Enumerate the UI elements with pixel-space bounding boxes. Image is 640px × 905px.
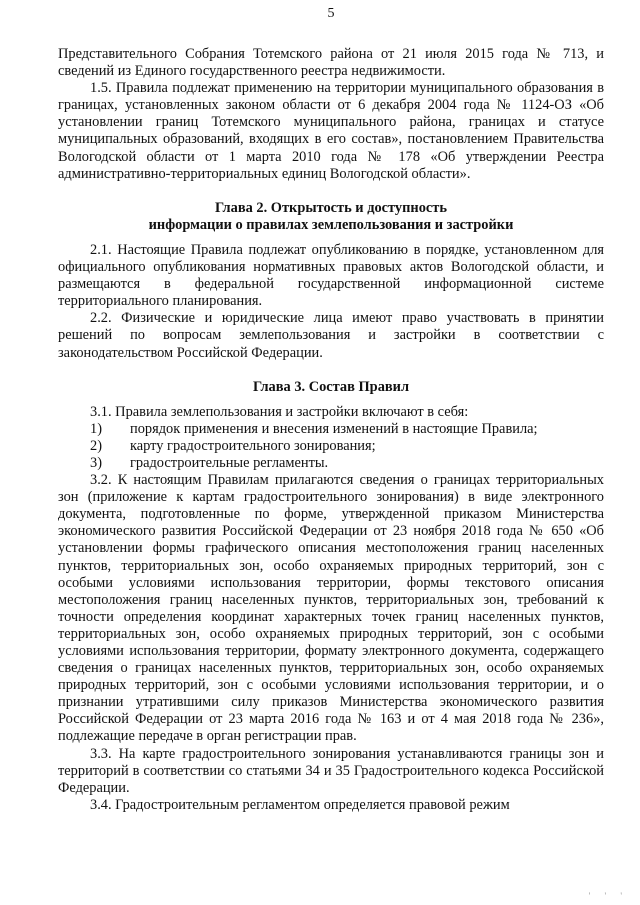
chapter-2-heading (58, 200, 604, 234)
list-item-text: порядок применения и внесения изменений в настоящие Правила; (130, 420, 538, 437)
list-item (58, 421, 604, 438)
document-body (58, 46, 604, 814)
paragraph-3-1: 3.1. Правила землепользования и застройки включают в себя: (90, 403, 469, 420)
list-item-number: 2) (90, 437, 102, 454)
paragraph-continuation: Представительного Собрания Тотемского района от 21 июля 2015 года № 713, и сведений из Единого государственного реестра недвижимости. (58, 46, 604, 80)
paragraph-2-2: 2.2. Физические и юридические лица имеют право участвовать в принятии решений по вопросам землепользования и застройки в соответствии с законодательством Российской Федерации. (58, 310, 604, 361)
list-item (58, 455, 604, 472)
list-item-text: карту градостроительного зонирования; (130, 437, 376, 454)
chapter-3-title: Глава 3. Состав Правил (252, 378, 410, 395)
paragraph-3-3: 3.3. На карте градостроительного зонирования устанавливаются границы зон и территорий в соответствии со статьями 34 и 35 Градостроительного кодекса Российской Федерации. (58, 745, 604, 796)
paragraph-3-2: 3.2. К настоящим Правилам прилагаются сведения о границах территориальных зон (приложение к картам градостроительного зонирования) в виде электронного документа, подготовленные по форме, утвержденной приказом Министерства экономического развития Российской Федерации от 23 ноября 2018 года № 650 «Об установлении формы графического описания местоположения границ населенных пунктов, территориальных зон, особо охраняемых природных территорий, зон с особыми условиями использования территории, формы текстового описания местоположения границ населенных пунктов, территориальных зон, требований к точности определения координат характерных точек границ населенных пунктов, территориальных зон, особо охраняемых природных территорий, зон с особыми условиями использования территории, формату электронного документа, содержащего сведения о границах населенных пунктов, территориальных зон, особо охраняемых природных территорий, зон с особыми условиями использования территории, и о признании утратившими силу приказов Министерства экономического развития Российской Федерации от 23 марта 2016 года № 163 и от 4 мая 2018 года № 236», подлежащие передаче в орган регистрации прав. (58, 472, 604, 745)
paragraph-1-5: 1.5. Правила подлежат применению на территории муниципального образования в границах, установленных законом области от 6 декабря 2004 года № 1124-ОЗ «Об установлении границ Тотемского муниципального района, границах и статусе муниципальных образований, входящих в его состав», постановлением Правительства Вологодской области от 1 марта 2010 года № 178 «Об утверждении Реестра административно-территориальных единиц Вологодской области». (58, 80, 604, 182)
list-item-number: 1) (90, 420, 102, 437)
list-item-number: 3) (90, 454, 102, 471)
chapter-2-title-line1: Глава 2. Открытость и доступность (215, 199, 447, 216)
paragraph-2-1: 2.1. Настоящие Правила подлежат опубликованию в порядке, установленном для официального опубликования нормативных правовых актов Вологодской области, и размещаются в федеральной государственной информационной системе территориального планирования. (58, 241, 604, 310)
paragraph-3-4: 3.4. Градостроительным регламентом определяется правовой режим (90, 796, 510, 813)
list-item (58, 438, 604, 455)
chapter-2-title-line2: информации о правилах землепользования и застройки (148, 216, 514, 233)
chapter-3-heading (58, 379, 604, 396)
list-item-text: градостроительные регламенты. (130, 454, 329, 471)
scan-marks: ' ' ' (588, 891, 628, 901)
page-number: 5 (327, 6, 335, 21)
